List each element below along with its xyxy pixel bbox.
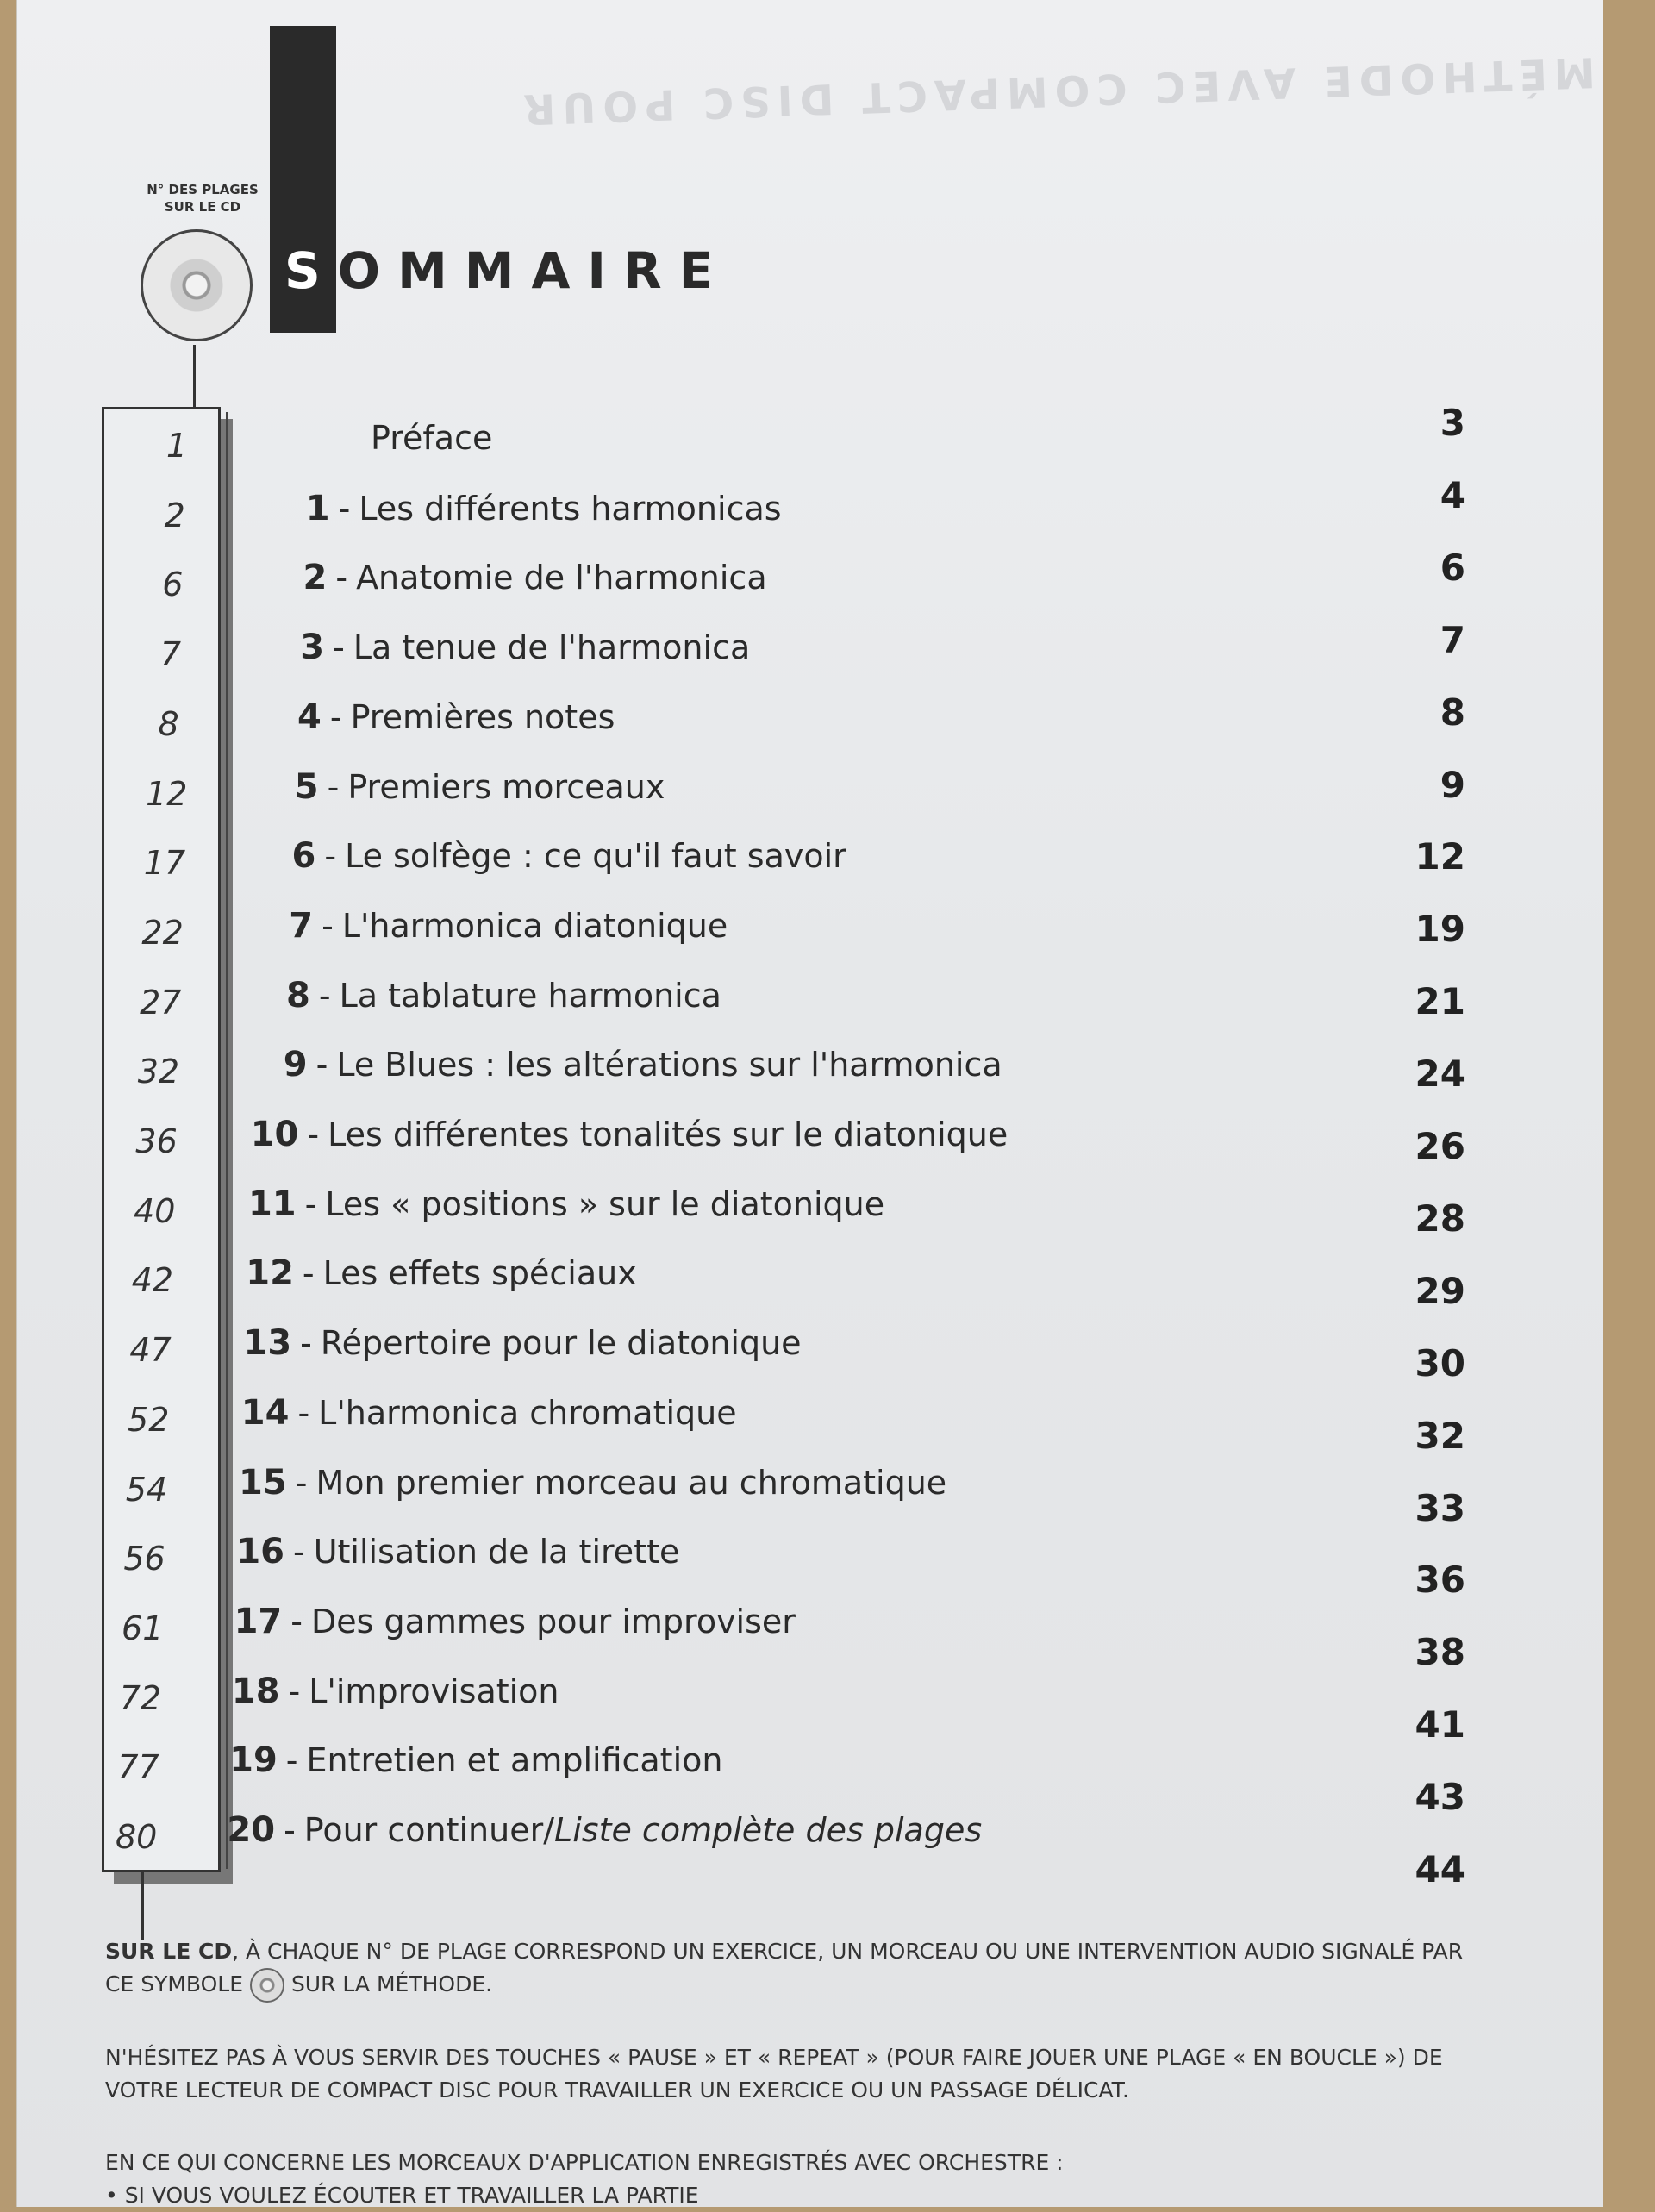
chapter-number: 17 xyxy=(234,1601,283,1641)
toc-entry xyxy=(300,628,750,667)
separator: - xyxy=(307,1115,320,1153)
note1-d: SUR LA MÉTHODE. xyxy=(290,1971,493,1996)
page-number: 36 xyxy=(1415,1559,1465,1602)
page-number: 43 xyxy=(1415,1776,1465,1819)
separator: - xyxy=(315,1046,328,1084)
chapter-title: Les effets spéciaux xyxy=(322,1254,637,1293)
track-number: 32 xyxy=(137,1053,180,1091)
watermark: MÉTHODE AVEC COMPACT DISC POUR xyxy=(515,47,1596,134)
separator: - xyxy=(290,1602,303,1640)
spine-line-bottom xyxy=(141,1871,144,1940)
cd-caption-line2: SUR LE CD xyxy=(164,199,241,215)
track-number: 36 xyxy=(135,1122,178,1160)
toc-entry xyxy=(284,1045,1002,1084)
track-number: 2 xyxy=(164,496,185,534)
toc-entry xyxy=(232,1671,559,1711)
chapter-title: Utilisation de la tirette xyxy=(313,1533,680,1572)
page-number: 4 xyxy=(1440,473,1465,516)
track-number: 12 xyxy=(146,774,188,813)
toc-entry xyxy=(289,906,728,946)
page-number: 7 xyxy=(1440,618,1465,661)
chapter-number: 15 xyxy=(239,1462,287,1503)
chapter-title: Entretien et amplification xyxy=(306,1741,723,1780)
chapter-number: 9 xyxy=(283,1045,308,1085)
chapter-title: Le solfège : ce qu'il faut savoir xyxy=(345,837,846,876)
page-number: 9 xyxy=(1440,763,1465,806)
page-number: 3 xyxy=(1440,402,1465,444)
chapter-number: 2 xyxy=(303,558,328,598)
toc-entry xyxy=(295,767,665,807)
page-number: 28 xyxy=(1415,1197,1465,1240)
track-number: 77 xyxy=(117,1748,159,1787)
page-number: 19 xyxy=(1415,908,1465,951)
cd-caption xyxy=(138,181,267,216)
track-number: 40 xyxy=(134,1191,176,1230)
chapter-number: 7 xyxy=(289,905,314,946)
column-divider xyxy=(226,412,228,1869)
page-number: 21 xyxy=(1415,980,1465,1023)
chapter-number: 10 xyxy=(250,1115,299,1154)
chapter-number: 4 xyxy=(297,697,322,737)
chapter-number: 13 xyxy=(243,1323,292,1364)
toc-entry xyxy=(241,1393,737,1433)
chapter-title: Des gammes pour improviser xyxy=(310,1602,796,1640)
track-number: 61 xyxy=(122,1609,164,1647)
note1-a: SUR LE xyxy=(105,1939,198,1964)
page-number: 29 xyxy=(1415,1269,1465,1312)
chapter-title: Préface xyxy=(371,419,493,457)
separator: - xyxy=(327,767,340,806)
chapter-number: 19 xyxy=(229,1740,278,1781)
track-number: 8 xyxy=(158,704,179,743)
cd-icon xyxy=(141,229,253,341)
chapter-title-italic: Liste complète des plages xyxy=(554,1811,983,1849)
track-number: 52 xyxy=(128,1400,170,1439)
separator: - xyxy=(292,1533,305,1572)
chapter-number: 6 xyxy=(291,836,316,877)
toc-entry xyxy=(239,1463,946,1503)
toc-entry xyxy=(286,976,721,1015)
track-number: 7 xyxy=(159,635,182,674)
page-number: 33 xyxy=(1415,1486,1465,1529)
separator: - xyxy=(322,906,334,945)
separator: - xyxy=(304,1184,317,1223)
chapter-number: 3 xyxy=(300,628,325,668)
track-number: 17 xyxy=(143,844,186,883)
toc-entry xyxy=(246,1253,636,1293)
chapter-number: 12 xyxy=(246,1253,294,1294)
separator: - xyxy=(302,1254,315,1293)
track-number: 54 xyxy=(125,1470,168,1509)
separator: - xyxy=(324,837,337,876)
track-number: 80 xyxy=(116,1818,158,1856)
track-number: 42 xyxy=(131,1261,174,1300)
separator: - xyxy=(333,628,345,667)
title-rest: OMMAIRE xyxy=(337,241,731,300)
toc-entry xyxy=(371,419,492,457)
chapter-title: L'harmonica chromatique xyxy=(318,1393,737,1432)
page-number: 6 xyxy=(1440,546,1465,589)
page-number: 12 xyxy=(1415,835,1465,878)
track-number: 72 xyxy=(119,1678,162,1717)
note-bullet: • SI VOUS VOULEZ ÉCOUTER ET TRAVAILLER LA PARTIE xyxy=(105,2183,699,2208)
chapter-number: 20 xyxy=(227,1810,276,1850)
spine-line xyxy=(193,345,196,407)
chapter-title: L'improvisation xyxy=(309,1671,559,1710)
toc-entry xyxy=(227,1810,982,1850)
chapter-number: 8 xyxy=(286,975,310,1015)
note1-b: CD xyxy=(197,1939,233,1964)
chapter-title: Les « positions » sur le diatonique xyxy=(325,1184,885,1223)
page-number: 30 xyxy=(1415,1341,1465,1384)
separator: - xyxy=(335,559,348,597)
chapter-title: Les différents harmonicas xyxy=(359,489,782,528)
separator: - xyxy=(300,1324,312,1363)
note-orchestra: EN CE QUI CONCERNE LES MORCEAUX D'APPLICATION ENREGISTRÉS AVEC ORCHESTRE : xyxy=(105,2150,1064,2175)
track-number: 1 xyxy=(166,427,188,465)
chapter-title: Premières notes xyxy=(350,697,615,736)
track-number: 22 xyxy=(141,913,184,952)
track-number: 6 xyxy=(162,565,184,604)
chapter-number: 5 xyxy=(294,766,319,807)
chapter-number: 1 xyxy=(305,488,330,528)
page-number: 8 xyxy=(1440,690,1465,734)
toc-entry xyxy=(251,1115,1009,1154)
page-number: 32 xyxy=(1415,1414,1465,1457)
chapter-title: La tenue de l'harmonica xyxy=(353,628,751,667)
note-pause-repeat: N'HÉSITEZ PAS À VOUS SERVIR DES TOUCHES « PAUSE » ET « REPEAT » (POUR FAIRE JOUER UNE PLAGE « EN BOUCLE ») DE VOTRE LECTEUR DE COMPACT DISC POUR TRAVAILLER UN EXERCICE OU UN PASSAGE DÉLICAT. xyxy=(105,2045,1443,2103)
toc-entry xyxy=(306,489,782,528)
separator: - xyxy=(288,1671,301,1710)
toc-entry xyxy=(248,1184,884,1224)
toc-entry xyxy=(244,1323,802,1363)
note1-c: , À CHAQUE N° DE PLAGE CORRESPOND UN EXERCICE, UN MORCEAU OU UNE INTERVENTION AUDIO SIGNALÉ PAR CE SYMBOLE xyxy=(105,1939,1464,1996)
separator: - xyxy=(297,1393,310,1432)
chapter-title: Pour continuer/ xyxy=(303,1811,555,1849)
chapter-number: 11 xyxy=(247,1184,297,1224)
chapter-title: Les différentes tonalités sur le diatonique xyxy=(328,1115,1009,1153)
chapter-title: Le Blues : les altérations sur l'harmonica xyxy=(336,1046,1002,1084)
separator: - xyxy=(284,1811,296,1849)
chapter-title: Anatomie de l'harmonica xyxy=(356,559,767,597)
chapter-title: La tablature harmonica xyxy=(339,976,721,1015)
chapter-title: Premiers morceaux xyxy=(347,767,665,806)
separator: - xyxy=(318,976,331,1015)
chapter-number: 16 xyxy=(236,1532,284,1572)
track-number: 47 xyxy=(129,1331,172,1370)
chapter-title: Mon premier morceau au chromatique xyxy=(315,1463,947,1502)
note-cd-symbol xyxy=(105,1935,1467,2003)
page-number: 41 xyxy=(1415,1703,1465,1746)
page-title xyxy=(284,241,730,300)
cd-caption-line1: N° DES PLAGES xyxy=(147,182,259,197)
chapter-title: L'harmonica diatonique xyxy=(341,906,728,945)
page-number: 26 xyxy=(1415,1125,1465,1167)
chapter-number: 14 xyxy=(240,1392,290,1433)
toc-entry xyxy=(292,836,846,876)
toc-entry xyxy=(236,1532,679,1572)
separator: - xyxy=(338,489,351,528)
page-number: 38 xyxy=(1415,1631,1465,1674)
separator: - xyxy=(329,697,342,736)
page-number: 24 xyxy=(1415,1053,1465,1096)
page-number: 44 xyxy=(1415,1848,1465,1890)
separator: - xyxy=(285,1741,298,1780)
chapter-number: 18 xyxy=(231,1671,280,1711)
toc-entry xyxy=(297,697,615,737)
chapter-title: Répertoire pour le diatonique xyxy=(320,1324,802,1363)
toc-entry xyxy=(303,558,767,597)
separator: - xyxy=(295,1463,308,1502)
track-number: 27 xyxy=(140,983,182,1022)
toc-entry xyxy=(229,1740,722,1780)
track-number: 56 xyxy=(123,1540,166,1578)
title-initial: S xyxy=(284,241,338,300)
cd-symbol-icon xyxy=(250,1968,284,2003)
toc-entry xyxy=(234,1602,796,1641)
